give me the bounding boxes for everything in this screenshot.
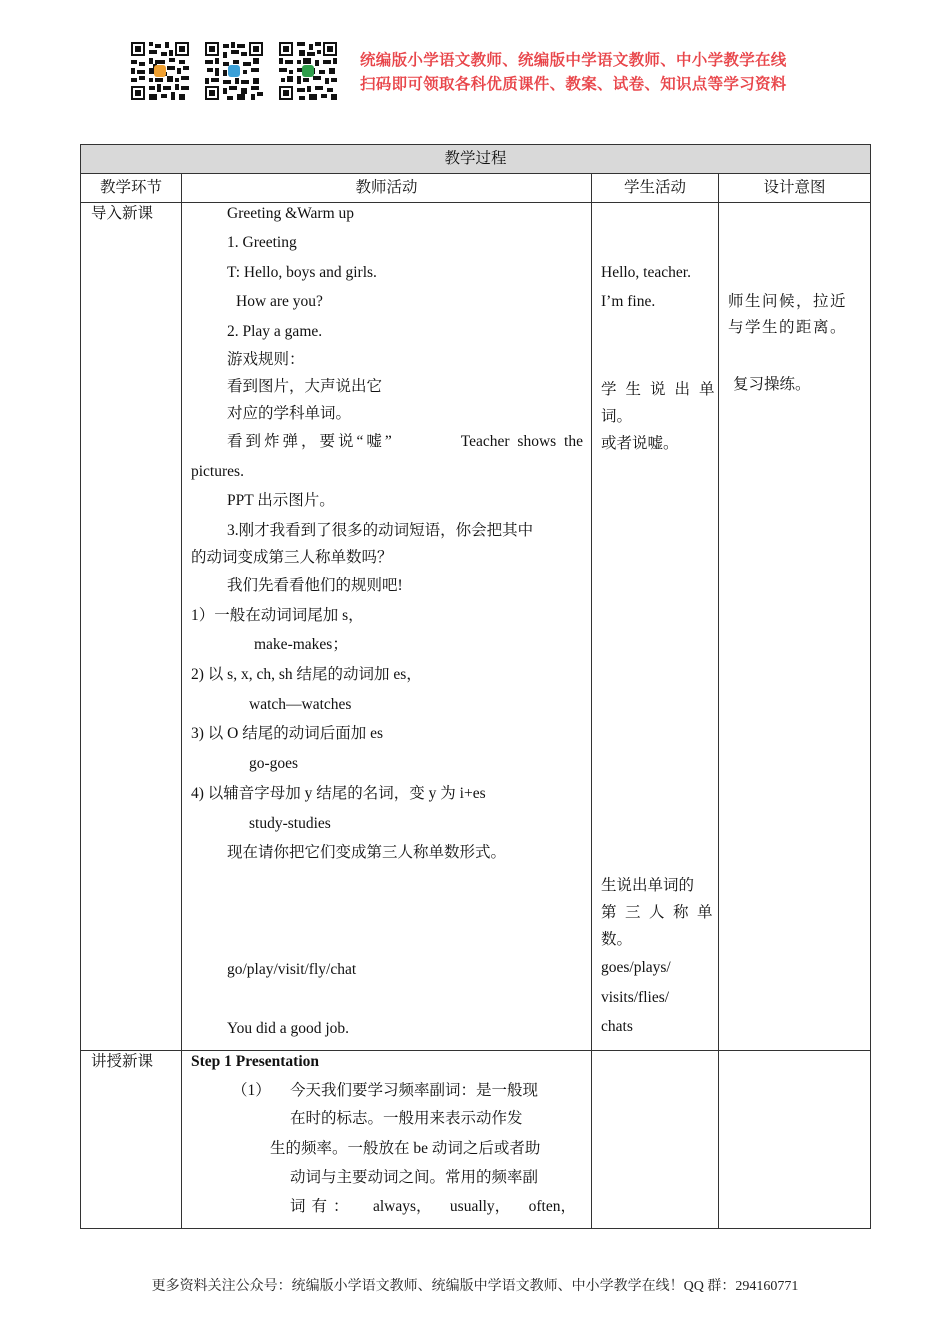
teaching-process-table (80, 144, 871, 1229)
teacher-line: 看到图片，大声说出它 (227, 378, 383, 395)
teacher-line-part: always， (372, 1198, 432, 1215)
teacher-line: 3) 以 O 结尾的动词后面加 es (191, 725, 384, 742)
teacher-line: watch—watches (249, 696, 352, 713)
teacher-line: 1. Greeting (227, 234, 297, 251)
teacher-line-part: 词有： (290, 1198, 355, 1215)
teacher-line: 游戏规则： (227, 351, 305, 368)
student-line: 或者说嘘。 (601, 435, 679, 452)
intent-line: 师生问候，拉近 (728, 293, 848, 310)
column-header-student: 学生活动 (592, 174, 719, 203)
teacher-line-part: usually， (449, 1198, 511, 1215)
student-line-text: 学生说出单 (601, 381, 724, 398)
teacher-activity-cell (182, 1051, 592, 1229)
teacher-line: 今天我们要学习频率副词：是一般现 (290, 1082, 539, 1099)
stage-cell (81, 203, 182, 1051)
qr-code-icon (205, 42, 263, 100)
student-line: 词。 (601, 408, 633, 425)
banner-line-2: 扫码即可领取各科优质课件、教案、试卷、知识点等学习资料 (360, 75, 787, 93)
teacher-line: 在时的标志。一般用来表示动作发 (290, 1110, 523, 1127)
teacher-line: 3.刚才我看到了很多的动词短语，你会把其中 (227, 522, 534, 539)
teacher-line-part: 看到炸弹，要说“嘘” (227, 433, 395, 450)
student-line: Hello, teacher. (601, 264, 691, 281)
teacher-line-part: Teacher shows the (460, 433, 583, 450)
teacher-line: 的动词变成第三人称单数吗？ (191, 549, 393, 566)
student-line: chats (601, 1018, 633, 1035)
stage-label: 导入新课 (91, 205, 154, 222)
teacher-line: 4) 以辅音字母加 y 结尾的名词，变 y 为 i+es (191, 785, 486, 802)
teacher-line: PPT 出示图片。 (227, 492, 335, 509)
intent-line: 复习操练。 (733, 376, 811, 393)
teacher-line-part: often， (528, 1198, 576, 1215)
student-line: 生说出单词的 (601, 877, 695, 894)
table-title: 教学过程 (81, 145, 871, 174)
table-title-row (81, 145, 871, 174)
teacher-line: 动词与主要动词之间。常用的频率副 (290, 1169, 539, 1186)
student-line: goes/plays/ (601, 959, 671, 976)
design-intent-cell (719, 203, 871, 1051)
teacher-line: T: Hello, boys and girls. (227, 264, 377, 281)
teacher-line: 生的频率。一般放在 be 动词之后或者助 (270, 1140, 541, 1157)
qr-code-icon (279, 42, 337, 100)
student-line: 数。 (601, 931, 633, 948)
teacher-line (290, 1196, 576, 1218)
teacher-line: go/play/visit/fly/chat (227, 961, 357, 978)
teacher-line: 现在请你把它们变成第三人称单数形式。 (227, 844, 507, 861)
student-activity-cell (592, 1051, 719, 1229)
student-line (601, 379, 724, 401)
qr-code-icon (131, 42, 189, 100)
section-heading: Step 1 Presentation (191, 1053, 320, 1070)
student-line: visits/flies/ (601, 989, 670, 1006)
stage-label: 讲授新课 (91, 1053, 154, 1070)
teacher-line (227, 431, 583, 453)
teacher-line: 2. Play a game. (227, 323, 323, 340)
banner-line-1: 统编版小学语文教师、统编版中学语文教师、中小学教学在线 (360, 51, 787, 69)
teacher-activity-cell (182, 203, 592, 1051)
teacher-line: 1）一般在动词词尾加 s， (191, 607, 364, 624)
teacher-line: （1） (232, 1082, 271, 1099)
teacher-line: 2) 以 s, x, ch, sh 结尾的动词加 es， (191, 666, 422, 683)
teacher-line: pictures. (191, 463, 244, 480)
teacher-line: make-makes； (254, 636, 348, 653)
teacher-line: study-studies (249, 815, 331, 832)
teacher-line: 对应的学科单词。 (227, 405, 352, 422)
teacher-line: You did a good job. (227, 1020, 350, 1037)
table-row (81, 1051, 871, 1229)
student-line: 第三人称单 (601, 904, 722, 921)
column-header-intent: 设计意图 (719, 174, 871, 203)
stage-cell (81, 1051, 182, 1229)
teacher-line: 我们先看看他们的规则吧! (227, 577, 403, 594)
design-intent-cell (719, 1051, 871, 1229)
student-activity-cell (592, 203, 724, 1051)
teacher-line: Greeting &Warm up (227, 205, 355, 222)
column-header-stage: 教学环节 (81, 174, 182, 203)
column-header-teacher: 教师活动 (182, 174, 592, 203)
page-footer: 更多资料关注公众号：统编版小学语文教师、统编版中学语文教师、中小学教学在线！QQ 群：294160771 (151, 1279, 799, 1294)
promo-banner (360, 48, 840, 96)
table-row (81, 203, 871, 1051)
teacher-line: How are you? (236, 293, 323, 310)
table-header-row (81, 174, 871, 203)
student-line: I’m fine. (601, 293, 656, 310)
teacher-line: go-goes (249, 755, 299, 772)
intent-line: 与学生的距离。 (728, 319, 848, 336)
